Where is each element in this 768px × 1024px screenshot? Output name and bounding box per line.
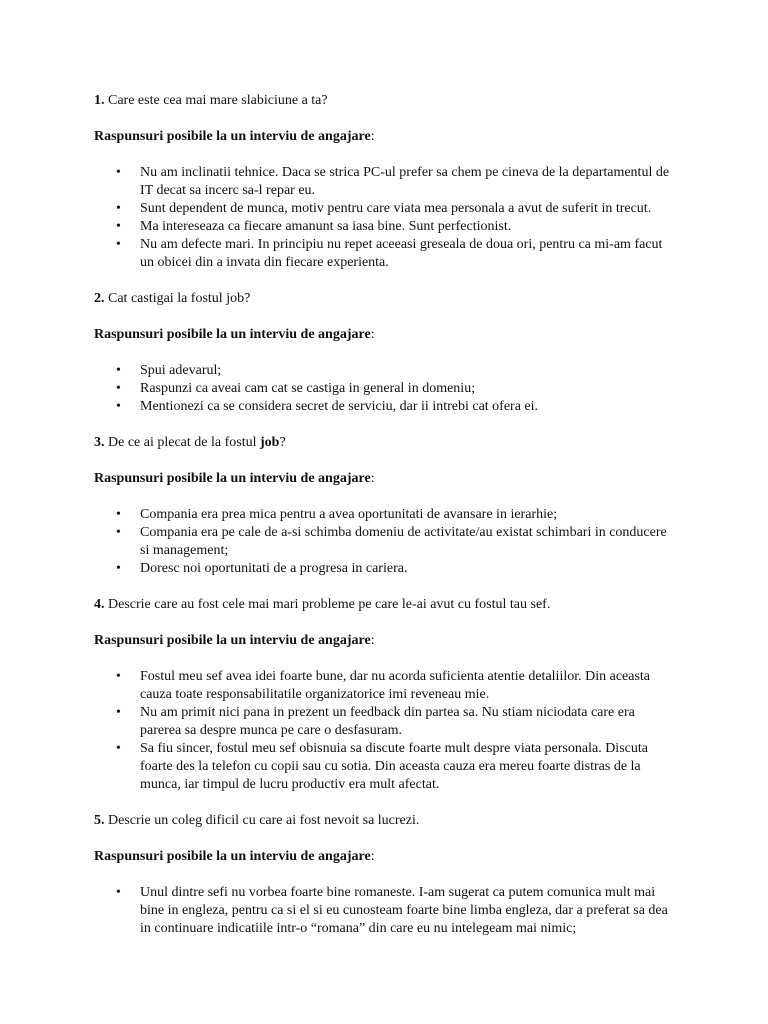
answers-heading-colon: :: [370, 849, 375, 864]
question-text: Care este cea mai mare slabiciune a ta?: [104, 93, 328, 108]
bullet-icon: •: [116, 399, 121, 414]
question-number: 4.: [94, 597, 105, 612]
answer-text: Raspunzi ca aveai cam cat se castiga in general in domeniu;: [140, 381, 476, 396]
question-5: [94, 812, 674, 830]
question-section-3: [94, 434, 674, 578]
document-content: [94, 82, 674, 956]
list-item: [116, 200, 674, 218]
answers-heading-text: Raspunsuri posibile la un interviu de angajare: [94, 633, 371, 648]
bullet-icon: •: [116, 741, 121, 756]
bullet-icon: •: [116, 507, 121, 522]
list-item: [116, 524, 674, 560]
answers-heading-5: [94, 848, 674, 866]
question-number: 2.: [94, 291, 105, 306]
answers-heading-colon: :: [370, 327, 375, 342]
question-section-2: [94, 290, 674, 416]
list-item: [116, 362, 674, 380]
answers-list-2: [94, 362, 674, 416]
answer-text: Spui adevarul;: [140, 363, 222, 378]
answers-heading-4: [94, 632, 674, 650]
answers-heading-3: [94, 470, 674, 488]
answer-text: Compania era pe cale de a-si schimba domeniu de activitate/au existat schimbari in conducere si management;: [140, 525, 667, 558]
list-item: [116, 704, 674, 740]
list-item: [116, 380, 674, 398]
bullet-icon: •: [116, 237, 121, 252]
question-section-5: [94, 812, 674, 938]
bullet-icon: •: [116, 705, 121, 720]
answer-text: Fostul meu sef avea idei foarte bune, dar nu acorda suficienta atentie detaliilor. Din aceasta cauza toate responsabilitatile organizatorice imi reveneau mie.: [140, 669, 651, 702]
answers-heading-colon: :: [370, 129, 375, 144]
question-bold-word: job: [259, 435, 280, 450]
answers-heading-colon: :: [370, 633, 375, 648]
answer-text: Compania era prea mica pentru a avea oportunitati de avansare in ierarhie;: [140, 507, 558, 522]
bullet-icon: •: [116, 669, 121, 684]
list-item: [116, 398, 674, 416]
question-text-end: ?: [279, 435, 286, 450]
answers-heading-text: Raspunsuri posibile la un interviu de angajare: [94, 849, 371, 864]
list-item: [116, 236, 674, 272]
question-number: 5.: [94, 813, 105, 828]
bullet-icon: •: [116, 201, 121, 216]
answers-heading-1: [94, 128, 674, 146]
answer-text: Unul dintre sefi nu vorbea foarte bine romaneste. I-am sugerat ca putem comunica mult mai bine in engleza, pentru ca si el si eu cunosteam foarte bine limba engleza, dar a preferat sa dea in continuare indicatiile intr-o “romana” din care eu nu intelegeam mai nimic;: [140, 885, 668, 936]
list-item: [116, 560, 674, 578]
answer-text: Ma intereseaza ca fiecare amanunt sa iasa bine. Sunt perfectionist.: [140, 219, 512, 234]
answers-heading-colon: :: [370, 471, 375, 486]
list-item: [116, 668, 674, 704]
bullet-icon: •: [116, 561, 121, 576]
question-number: 1.: [94, 93, 105, 108]
question-section-4: [94, 596, 674, 794]
question-section-1: [94, 92, 674, 272]
question-text: Descrie un coleg dificil cu care ai fost nevoit sa lucrezi.: [104, 813, 420, 828]
question-2: [94, 290, 674, 308]
answers-heading-text: Raspunsuri posibile la un interviu de angajare: [94, 327, 371, 342]
question-1: [94, 92, 674, 110]
answers-list-3: [94, 506, 674, 578]
bullet-icon: •: [116, 219, 121, 234]
answer-text: Mentionezi ca se considera secret de serviciu, dar ii intrebi cat ofera ei.: [140, 399, 539, 414]
answer-text: Doresc noi oportunitati de a progresa in cariera.: [140, 561, 408, 576]
answers-heading-2: [94, 326, 674, 344]
list-item: [116, 740, 674, 794]
question-text: Cat castigai la fostul job?: [104, 291, 251, 306]
question-text: De ce ai plecat de la fostul: [104, 435, 260, 450]
list-item: [116, 164, 674, 200]
answers-list-5: [94, 884, 674, 938]
question-4: [94, 596, 674, 614]
bullet-icon: •: [116, 381, 121, 396]
answers-list-1: [94, 164, 674, 272]
question-3: [94, 434, 674, 452]
answer-text: Nu am defecte mari. In principiu nu repet aceeasi greseala de doua ori, pentru ca mi-am facut un obicei din a invata din fiecare experienta.: [140, 237, 663, 270]
answers-heading-text: Raspunsuri posibile la un interviu de angajare: [94, 129, 371, 144]
question-number: 3.: [94, 435, 105, 450]
answer-text: Nu am primit nici pana in prezent un feedback din partea sa. Nu stiam niciodata care era parerea sa despre munca pe care o desfasuram.: [140, 705, 635, 738]
question-text: Descrie care au fost cele mai mari probleme pe care le-ai avut cu fostul tau sef.: [104, 597, 551, 612]
bullet-icon: •: [116, 165, 121, 180]
bullet-icon: •: [116, 363, 121, 378]
answer-text: Nu am inclinatii tehnice. Daca se strica PC-ul prefer sa chem pe cineva de la departamentul de IT decat sa incerc sa-l repar eu.: [140, 165, 670, 198]
list-item: [116, 506, 674, 524]
list-item: [116, 884, 674, 938]
answer-text: Sunt dependent de munca, motiv pentru care viata mea personala a avut de suferit in trecut.: [140, 201, 652, 216]
answer-text: Sa fiu sincer, fostul meu sef obisnuia sa discute foarte mult despre viata personala. Discuta foarte des la telefon cu copii sau cu sotia. Din aceasta cauza era mereu foarte distras de la munca, iar timpul de lucru productiv era mult afectat.: [140, 741, 648, 792]
list-item: [116, 218, 674, 236]
answers-heading-text: Raspunsuri posibile la un interviu de angajare: [94, 471, 371, 486]
bullet-icon: •: [116, 885, 121, 900]
answers-list-4: [94, 668, 674, 794]
bullet-icon: •: [116, 525, 121, 540]
